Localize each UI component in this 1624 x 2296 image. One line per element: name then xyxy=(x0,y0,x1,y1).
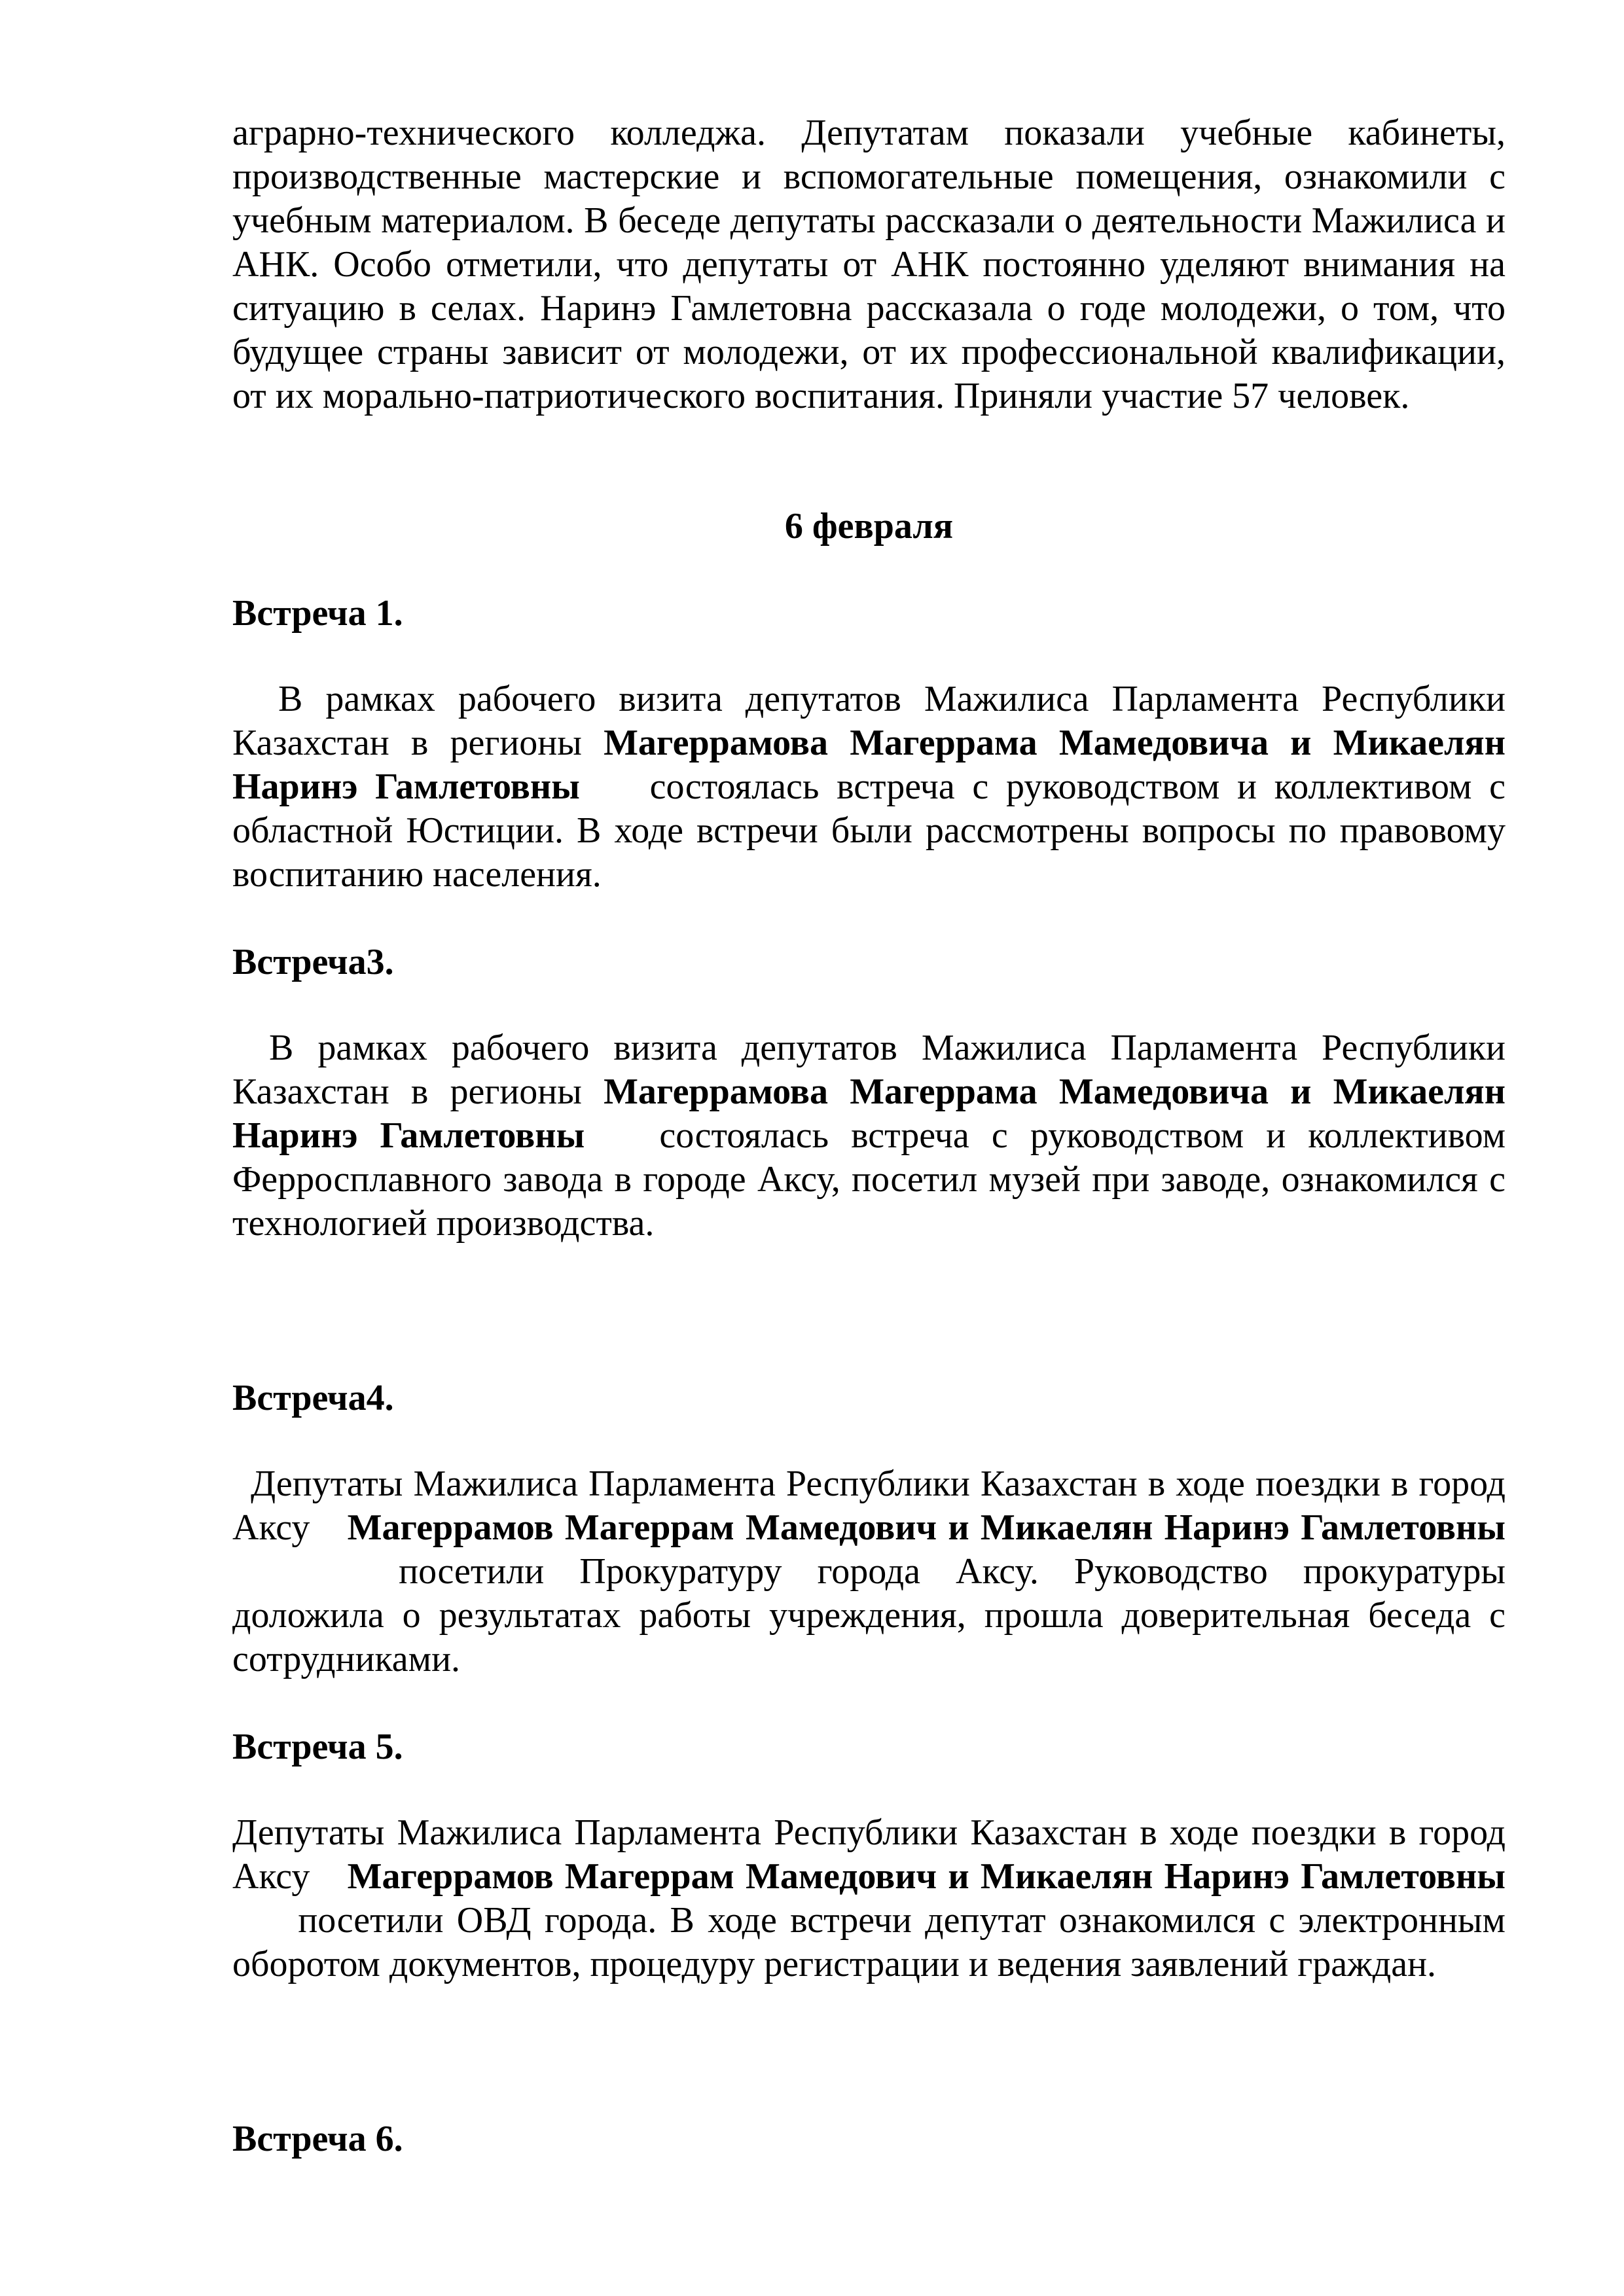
meeting-3-text-pre: В рамках рабочего визита депутатов Мажилиса Парламента Республики Казахстан в регионы xyxy=(232,1028,1506,1112)
meeting-1-heading: Встреча 1. xyxy=(232,593,403,634)
meeting-4-paragraph xyxy=(232,1462,1506,1681)
meeting-5-paragraph xyxy=(232,1811,1506,1986)
meeting-5-text-pre: Депутаты Мажилиса Парламента Республики Казахстан в ходе поездки в город Аксу xyxy=(232,1812,1506,1897)
meeting-1-names: Магеррамова Магеррама Мамедовича и Микаелян Наринэ Гамлетовны xyxy=(232,723,1506,807)
meeting-1-paragraph xyxy=(232,677,1506,897)
meeting-6-heading: Встреча 6. xyxy=(232,2119,403,2159)
meeting-5-heading: Встреча 5. xyxy=(232,1727,403,1767)
date-heading: 6 февраля xyxy=(784,506,954,547)
meeting-4-heading: Встреча4. xyxy=(232,1378,394,1418)
meeting-3-text-post: состоялась встреча с руководством и коллективом Ферросплавного завода в городе Аксу, посетил музей при заводе, ознакомился с технологией производства. xyxy=(232,1115,1506,1244)
meeting-5-text-post: посетили ОВД города. В ходе встречи депутат ознакомился с электронным оборотом документов, процедуру регистрации и ведения заявлений граждан. xyxy=(232,1900,1506,1984)
meeting-3-paragraph xyxy=(232,1026,1506,1246)
meeting-5-names: Магеррамов Магеррам Мамедович и Микаелян Наринэ Гамлетовны xyxy=(347,1856,1506,1897)
meeting-3-names: Магеррамова Магеррама Мамедовича и Микаелян Наринэ Гамлетовны xyxy=(232,1071,1506,1156)
document-page xyxy=(232,111,1506,2161)
meeting-3-heading: Встреча3. xyxy=(232,942,394,982)
meeting-4-names: Магеррамов Магеррам Мамедович и Микаелян Наринэ Гамлетовны xyxy=(347,1507,1506,1548)
intro-paragraph: аграрно-технического колледжа. Депутатам показали учебные кабинеты, производственные мастерские и вспомогательные помещения, ознакомили с учебным материалом. В беседе депутаты рассказали о деятельности Мажилиса и АНК. Особо отметили, что депутаты от АНК постоянно уделяют внимания на ситуацию в селах. Наринэ Гамлетовна рассказала о годе молодежи, о том, что будущее страны зависит от молодежи, от их профессиональной квалификации, от их морально-патриотического воспитания. Приняли участие 57 человек. xyxy=(232,113,1506,416)
meeting-4-text-pre: Депутаты Мажилиса Парламента Республики Казахстан в ходе поездки в город Аксу xyxy=(232,1463,1506,1548)
meeting-1-text-post: состоялась встреча с руководством и коллективом с областной Юстиции. В ходе встречи были рассмотрены вопросы по правовому воспитанию населения. xyxy=(232,766,1506,895)
meeting-4-text-post: посетили Прокуратуру города Аксу. Руководство прокуратуры доложила о результатах работы учреждения, прошла доверительная беседа с сотрудниками. xyxy=(232,1551,1506,1679)
meeting-1-text-pre: В рамках рабочего визита депутатов Мажилиса Парламента Республики Казахстан в регионы xyxy=(232,679,1506,763)
